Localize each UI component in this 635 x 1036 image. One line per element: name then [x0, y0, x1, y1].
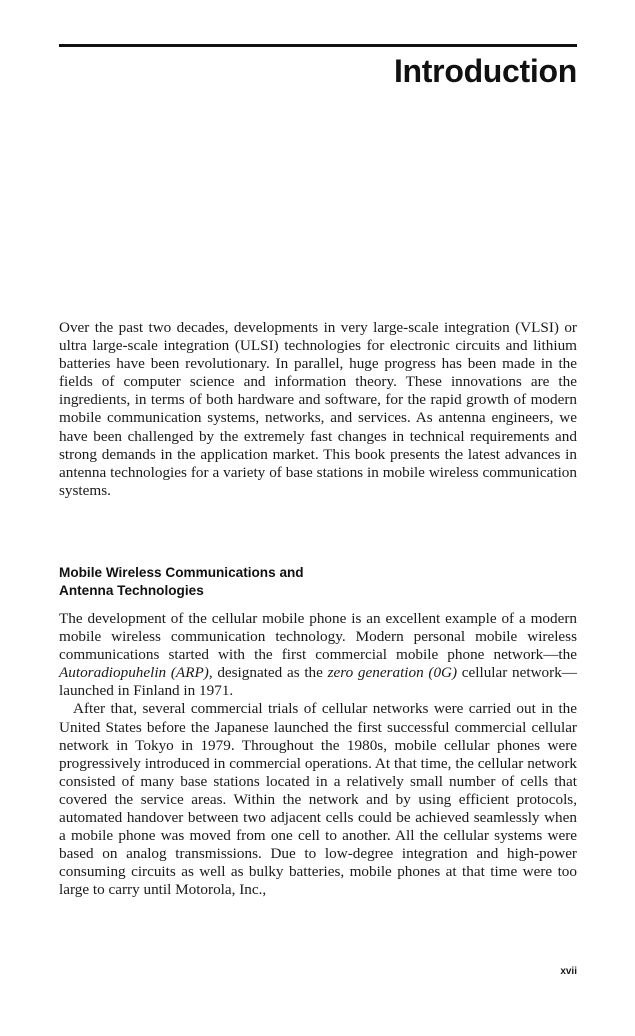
zero-generation-term: zero generation (0G)	[327, 664, 458, 682]
section-paragraph-2: After that, several commercial trials of cellular networks were carried out in the United States before the Japanese launched the first successful commercial cellular network in Tokyo in 1979. Throughout the 1980s, mobile cellular phones were progressively introduced in commercial operations. At that time, the cellular network consisted of many base stations located in a relatively small number of cells that covered the service areas. Within the network and by using efficient protocols, automated handover between two adjacent cells could be achieved seamlessly when a mobile phone was moved from one cell to another. All the cellular systems were based on analog transmissions. Due to low-degree integration and high-power consuming circuits as well as bulky batteries, mobile phones at that time were too large to carry until Motorola, Inc.,	[59, 700, 577, 899]
paragraph-text: The development of the cellular mobile phone is an excellent example of a modern mobile wireless communication technology. Modern personal mobile wireless communications started with the first commercial mobile phone network—the	[59, 610, 577, 664]
paragraph-text: cellular network—launched in Finland in 1971.	[59, 664, 577, 700]
arp-term: Autoradiopuhelin (ARP)	[59, 664, 209, 682]
intro-text-block	[59, 319, 577, 500]
chapter-top-rule	[59, 44, 577, 47]
chapter-title: Introduction	[393, 53, 577, 89]
page-number: xvii	[560, 966, 577, 977]
section-heading	[59, 564, 304, 600]
section-text-block	[59, 610, 577, 900]
paragraph-text: , designated as the	[208, 664, 328, 682]
section-paragraph-1	[59, 610, 577, 700]
section-heading-line-2: Antenna Technologies	[59, 583, 204, 598]
intro-paragraph: Over the past two decades, developments in very large-scale integration (VLSI) or ultra large-scale integration (ULSI) technologies for electronic circuits and lithium batteries have been revolutionary. In parallel, huge progress has been made in the fields of computer science and information theory. These innovations are the ingredients, in terms of both hardware and software, for the rapid growth of modern mobile communication systems, networks, and services. As antenna engineers, we have been challenged by the extremely fast changes in technical requirements and strong demands in the application market. This book presents the latest advances in antenna technologies for a variety of base stations in mobile wireless communication systems.	[59, 319, 577, 499]
section-heading-line-1: Mobile Wireless Communications and	[59, 565, 304, 580]
